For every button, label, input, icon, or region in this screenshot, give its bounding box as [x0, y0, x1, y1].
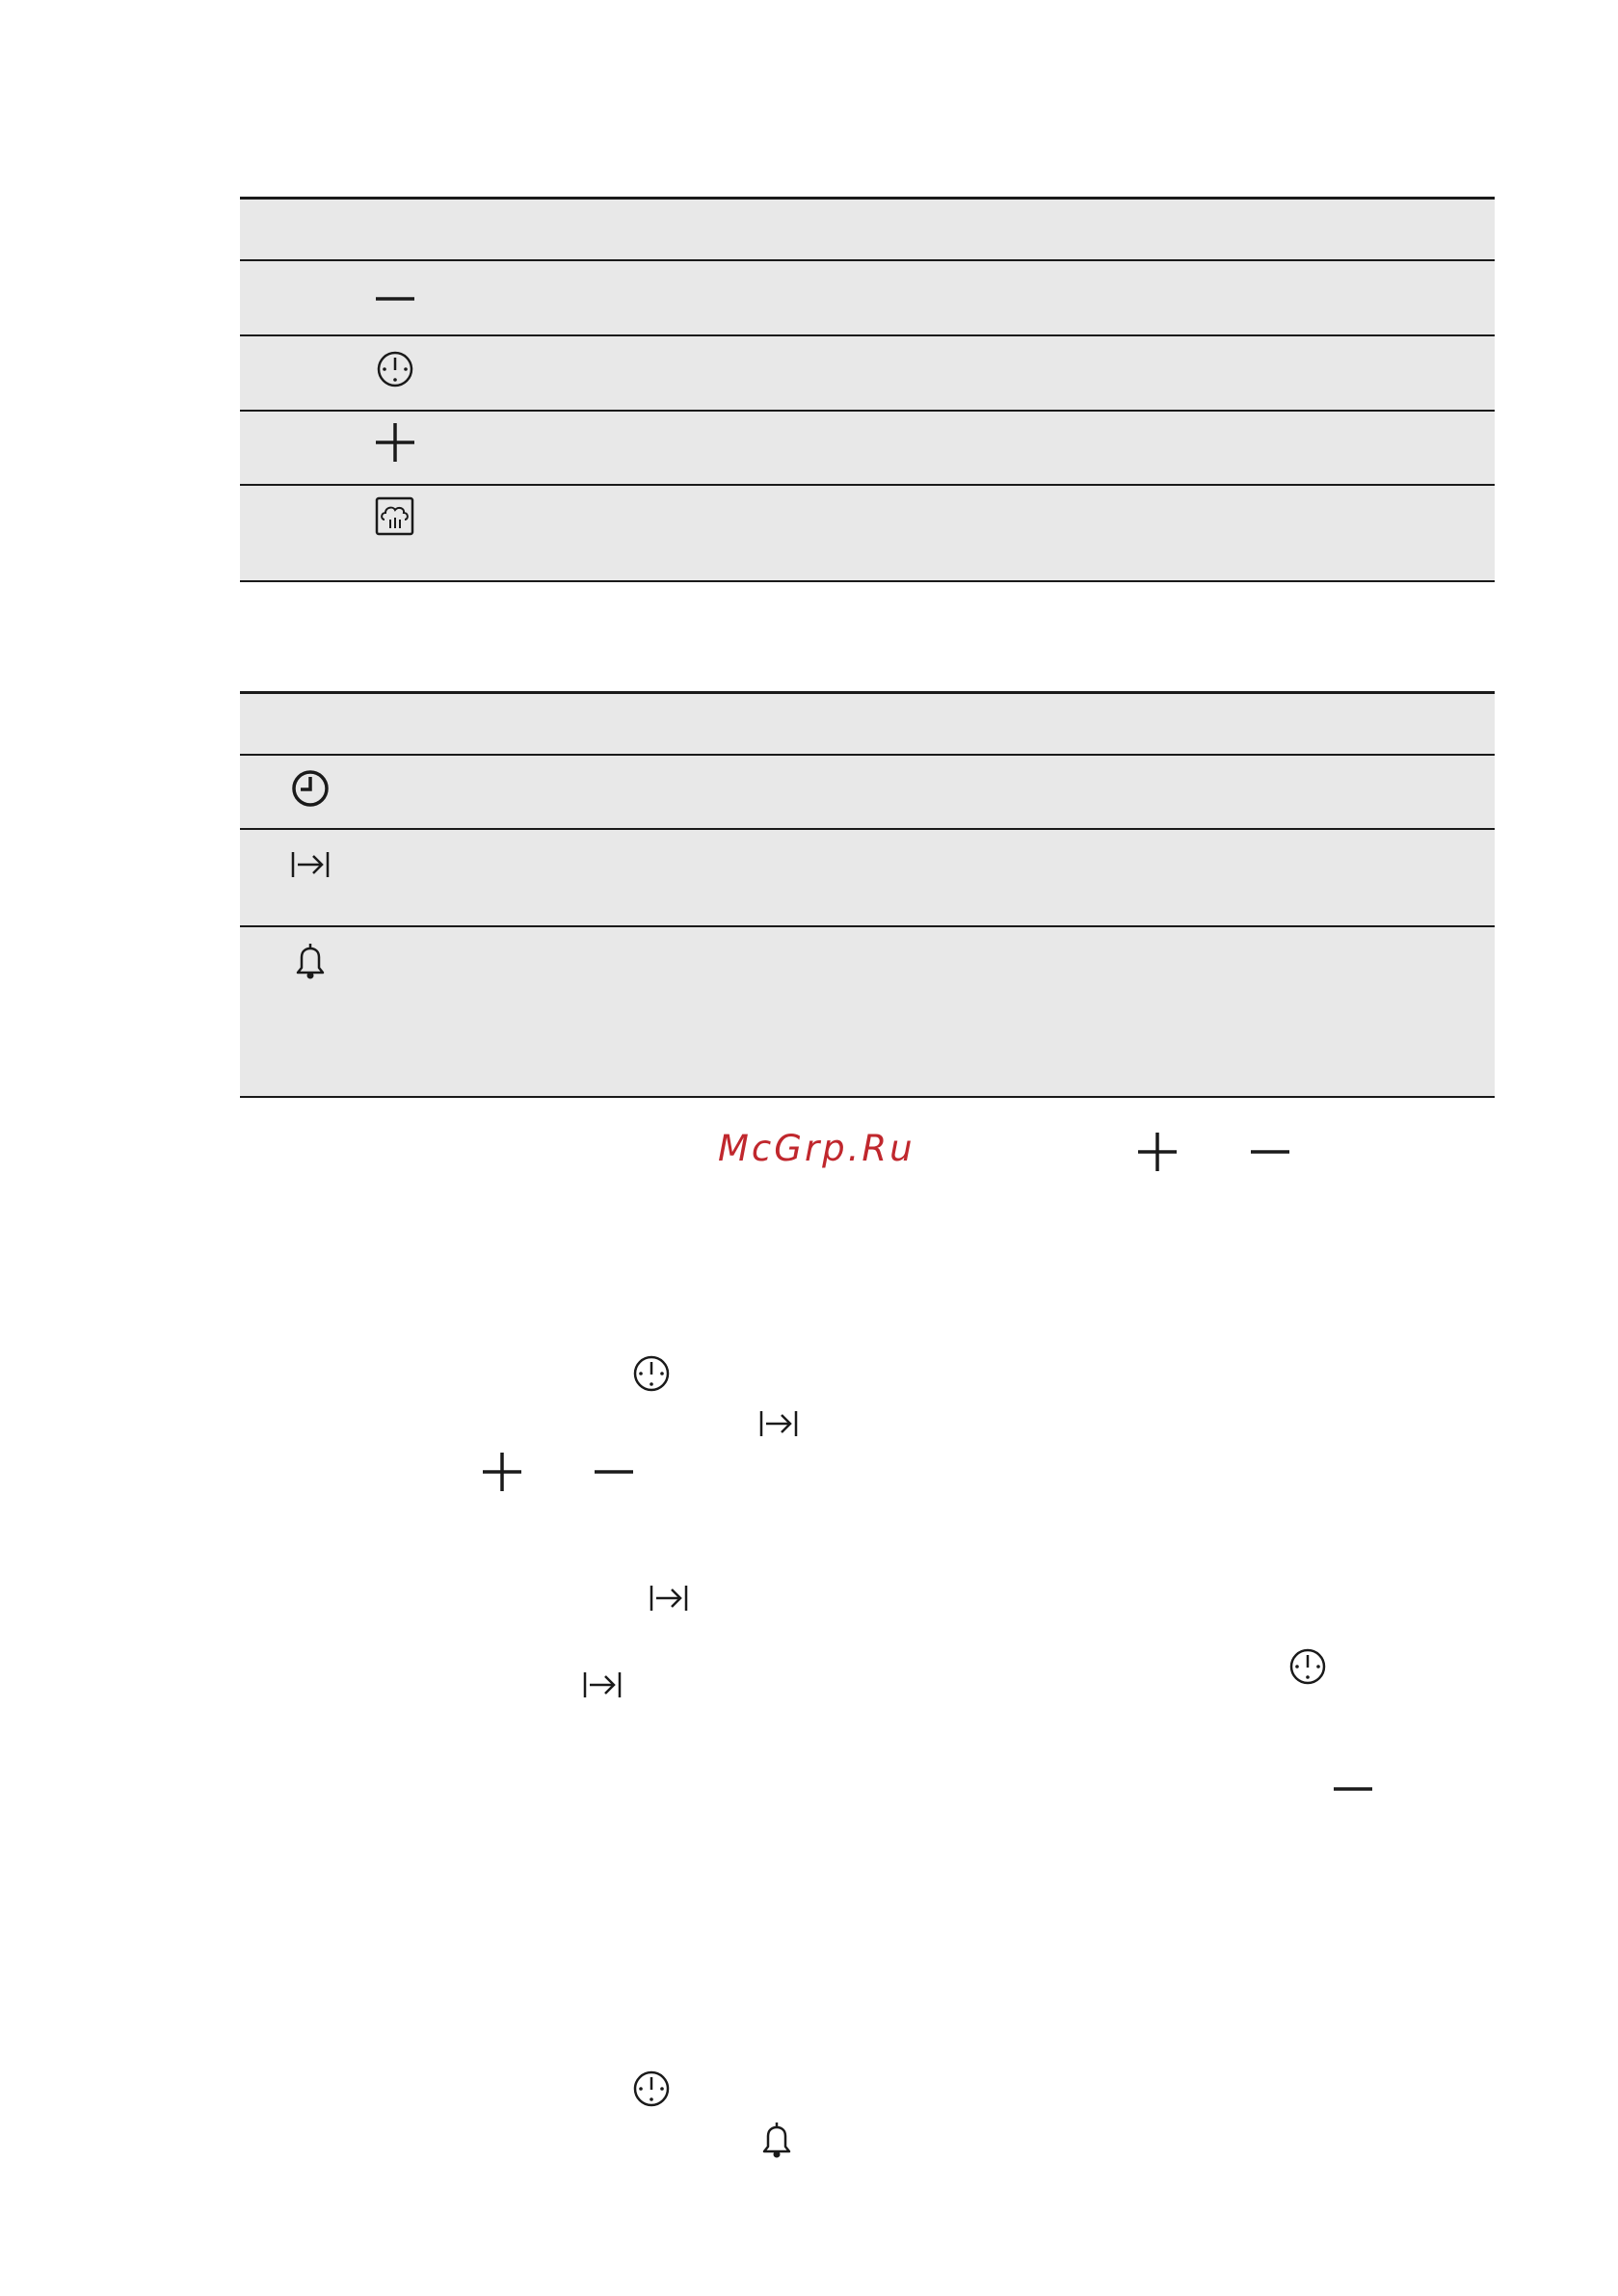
table-row: [240, 486, 1495, 580]
plus-icon: [1137, 1132, 1178, 1172]
minus-icon: [1333, 1769, 1373, 1809]
table-row: [240, 412, 1495, 484]
duration-icon: [290, 844, 331, 885]
clock-icon: [375, 349, 415, 389]
table-row: [240, 756, 1495, 828]
time-of-day-icon: [290, 768, 331, 809]
watermark: McGrp.Ru: [718, 1128, 915, 1169]
table-row: [240, 261, 1495, 334]
table-bottom-rule: [240, 580, 1495, 582]
plus-icon: [375, 422, 415, 463]
clock-icon: [1287, 1646, 1328, 1687]
table-row: [240, 336, 1495, 410]
minus-icon: [594, 1452, 634, 1492]
plus-icon: [482, 1452, 522, 1492]
minus-icon: [1250, 1132, 1290, 1172]
minus-icon: [375, 279, 415, 319]
clock-icon: [631, 1353, 672, 1394]
table-row: [240, 927, 1495, 1096]
duration-icon: [649, 1578, 689, 1618]
duration-icon: [758, 1403, 799, 1444]
duration-icon: [582, 1665, 623, 1705]
table-bottom-rule: [240, 1096, 1495, 1098]
clock-icon: [631, 2069, 672, 2109]
steam-cooking-icon: [375, 496, 415, 537]
table-header-row: [240, 694, 1495, 754]
table-header-row: [240, 200, 1495, 259]
bell-icon: [756, 2120, 797, 2160]
bell-icon: [290, 941, 331, 981]
table-row: [240, 830, 1495, 925]
